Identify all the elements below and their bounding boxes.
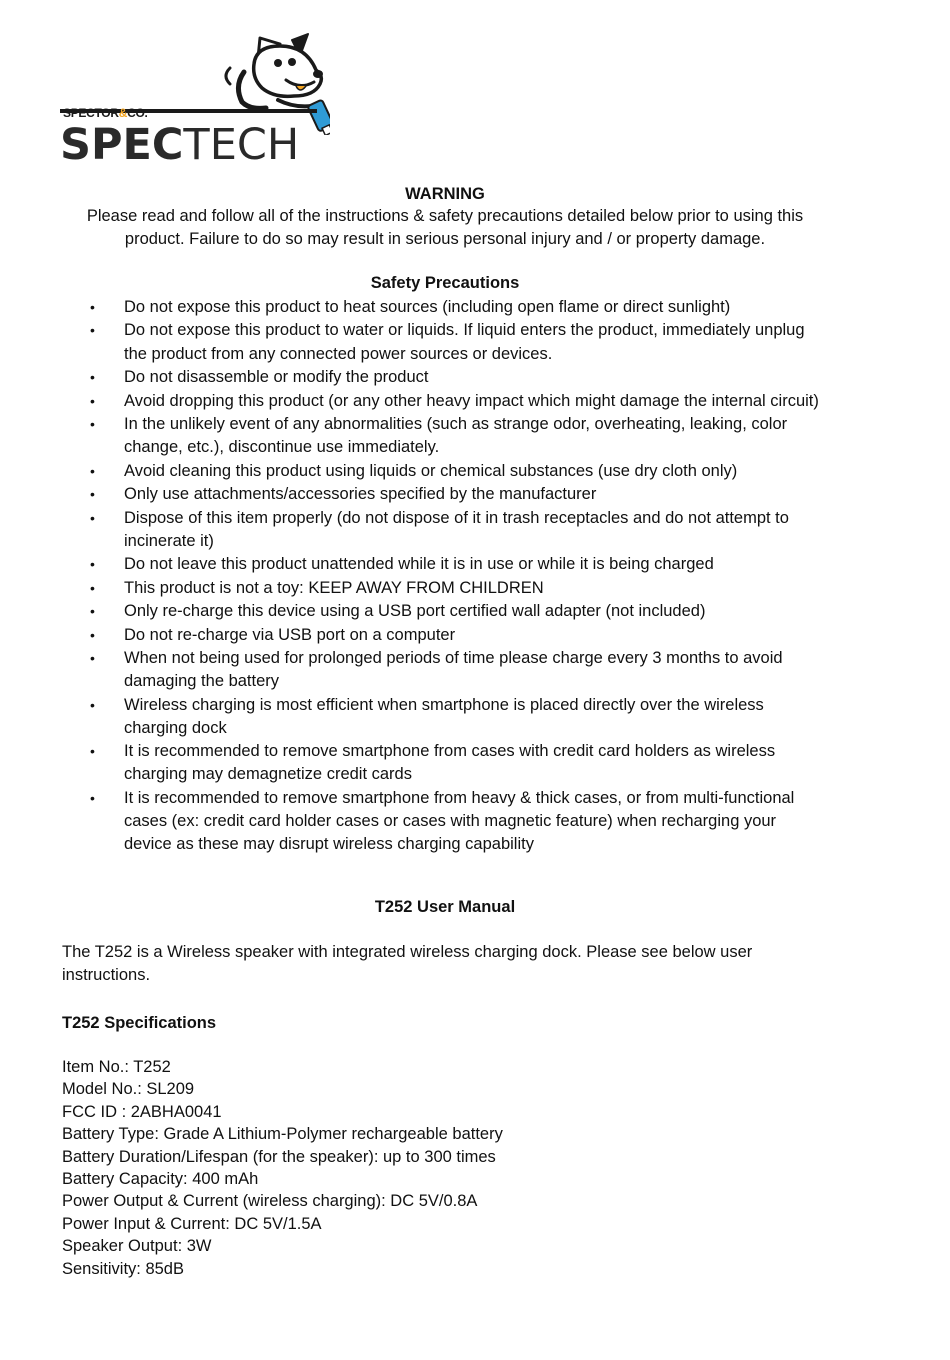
precaution-item — [62, 600, 828, 623]
precaution-item — [62, 577, 828, 600]
precaution-item — [62, 413, 828, 459]
spec-line: FCC ID : 2ABHA0041 — [62, 1102, 222, 1121]
precaution-item — [62, 483, 828, 506]
bullet-icon: • — [90, 462, 95, 479]
spec-line: Battery Capacity: 400 mAh — [62, 1170, 259, 1189]
bullet-icon: • — [90, 556, 95, 573]
precaution-item — [62, 694, 828, 740]
precaution-item — [62, 366, 828, 389]
bullet-icon: • — [90, 789, 95, 806]
precaution-item — [62, 296, 828, 319]
precaution-text: Do not expose this product to heat sources (including open flame or direct sunlight) — [124, 298, 731, 316]
bullet-icon: • — [90, 369, 95, 386]
spec-line: Speaker Output: 3W — [62, 1237, 212, 1256]
manual-heading: T252 User Manual — [374, 898, 516, 916]
warning-text: Please read and follow all of the instructions & safety precautions detailed below prior to using this product. Failure to do so may result in serious personal injury and / or property damage. — [86, 207, 804, 248]
bullet-icon: • — [90, 299, 95, 315]
spec-line: Item No.: T252 — [62, 1058, 171, 1076]
manual-intro: The T252 is a Wireless speaker with integrated wireless charging dock. Please see below user instructions. — [62, 943, 753, 984]
precaution-text: Do not leave this product unattended while it is in use or while it is being charged — [124, 555, 714, 574]
safety-precautions-list — [62, 296, 828, 857]
precaution-item — [62, 390, 828, 413]
bullet-icon: • — [90, 696, 95, 713]
specifications-heading: T252 Specifications — [62, 1014, 217, 1032]
precaution-item — [62, 647, 828, 693]
spec-line: Sensitivity: 85dB — [62, 1259, 184, 1278]
logo-wordmark: SPECTECH — [60, 120, 300, 170]
bullet-icon: • — [90, 509, 95, 526]
precaution-text: It is recommended to remove smartphone from heavy & thick cases, or from multi-functional cases (ex: credit card holder cases or cases with magnetic feature) when recharging your device as these may disrupt wireless charging capability — [124, 788, 795, 854]
precaution-text: Only use attachments/accessories specified by the manufacturer — [124, 485, 597, 504]
bullet-icon: • — [90, 416, 95, 433]
precaution-text: Do not expose this product to water or liquids. If liquid enters the product, immediately unplug the product from any connected power sources or devices. — [124, 321, 805, 363]
bullet-icon: • — [90, 322, 95, 339]
precaution-item — [62, 787, 828, 856]
precaution-item — [62, 507, 828, 553]
bullet-icon: • — [90, 392, 95, 409]
precaution-text: Dispose of this item properly (do not dispose of it in trash receptacles and do not attempt to incinerate it) — [124, 508, 789, 550]
precaution-text: Do not re-charge via USB port on a computer — [124, 625, 456, 644]
spec-line: Model No.: SL209 — [62, 1080, 195, 1099]
precaution-item — [62, 319, 828, 365]
precaution-text: When not being used for prolonged periods of time please charge every 3 months to avoid damaging the battery — [124, 649, 783, 691]
precaution-item — [62, 624, 828, 647]
bullet-icon: • — [90, 650, 95, 667]
bullet-icon: • — [90, 603, 95, 620]
precaution-item — [62, 460, 828, 483]
precaution-text: Only re-charge this device using a USB port certified wall adapter (not included) — [124, 602, 706, 621]
warning-heading: WARNING — [405, 185, 485, 203]
bullet-icon: • — [90, 743, 95, 760]
logo-brand-small: SPECTOR&CO. — [63, 106, 148, 120]
precaution-text: In the unlikely event of any abnormalities (such as strange odor, overheating, leaking, color change, etc.), discontinue use immediately. — [124, 415, 788, 457]
precaution-text: Avoid cleaning this product using liquids or chemical substances (use dry cloth only) — [124, 461, 738, 480]
specifications-list — [62, 1056, 828, 1280]
precaution-text: Wireless charging is most efficient when smartphone is placed directly over the wireless charging dock — [124, 695, 764, 737]
spec-line: Battery Duration/Lifespan (for the speaker): up to 300 times — [62, 1147, 496, 1166]
spectech-logo — [60, 30, 330, 170]
bullet-icon: • — [90, 486, 95, 503]
bullet-icon: • — [90, 626, 95, 643]
spec-line: Power Input & Current: DC 5V/1.5A — [62, 1214, 322, 1233]
bullet-icon: • — [90, 579, 95, 596]
precaution-text: Avoid dropping this product (or any other heavy impact which might damage the internal circuit) — [124, 391, 819, 410]
precaution-item — [62, 553, 828, 576]
precaution-text: It is recommended to remove smartphone from cases with credit card holders as wireless charging may demagnetize credit cards — [124, 742, 776, 784]
spec-line: Battery Type: Grade A Lithium-Polymer rechargeable battery — [62, 1125, 503, 1144]
precaution-item — [62, 740, 828, 786]
spec-line: Power Output & Current (wireless charging): DC 5V/0.8A — [62, 1192, 478, 1211]
precaution-text: Do not disassemble or modify the product — [124, 368, 429, 387]
precaution-text: This product is not a toy: KEEP AWAY FROM CHILDREN — [124, 578, 544, 597]
safety-heading: Safety Precautions — [370, 274, 520, 292]
